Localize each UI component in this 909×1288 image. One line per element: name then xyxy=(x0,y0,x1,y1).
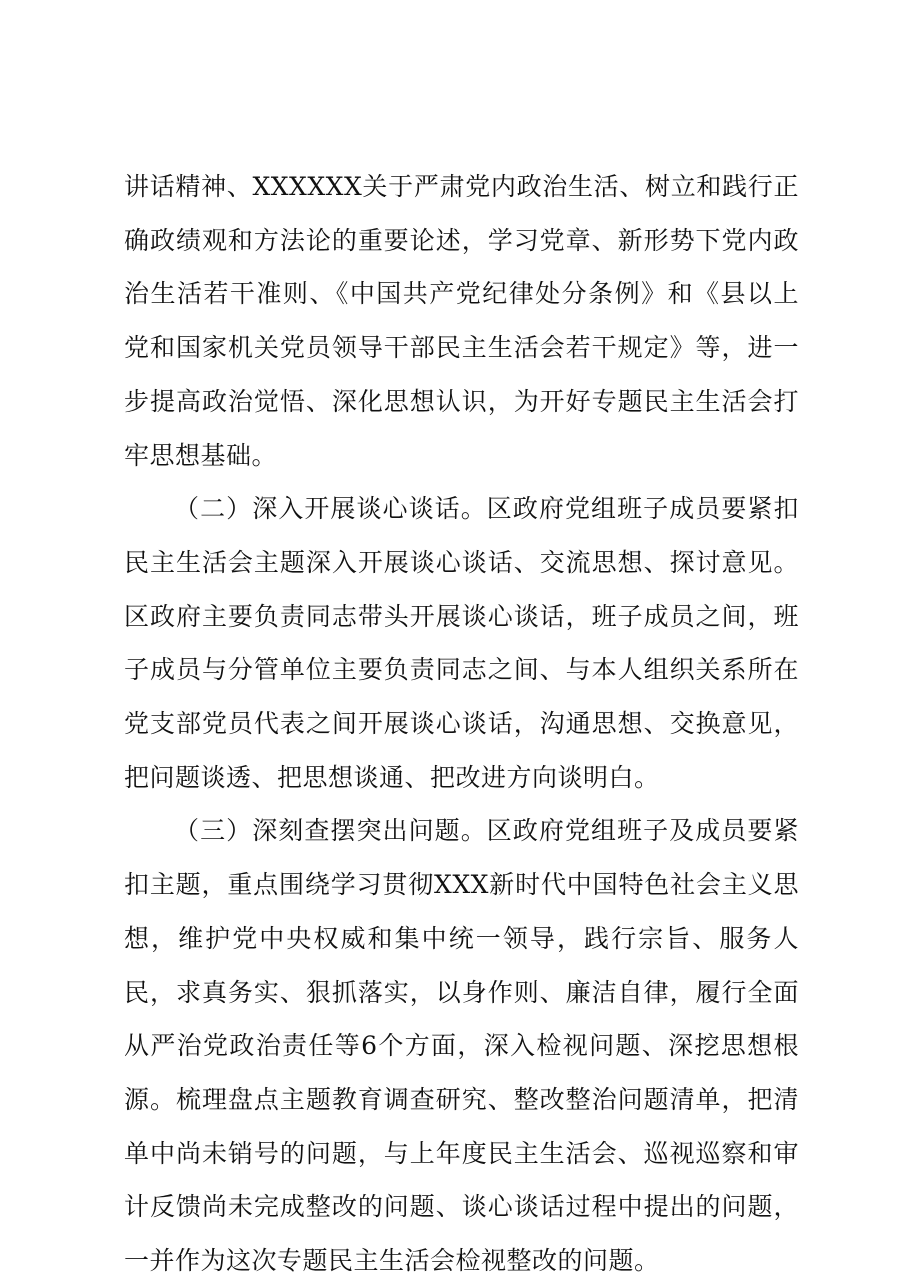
paragraph-text: 讲话精神、XXXXXX关于严肃党内政治生活、树立和践行正确政绩观和方法论的重要论述，学习党章、新形势下党内政治生活若干准则、《中国共产党纪律处分条例》和《县以上党和国家机关党员领导干部民主生活会若干规定》等，进一步提高政治觉悟、深化思想认识，为开好专题民主生活会打牢思想基础。 xyxy=(124,172,799,470)
paragraph-problems xyxy=(124,804,799,1287)
section-heading: （二）深入开展谈心谈话。 xyxy=(174,494,487,524)
paragraph-talks xyxy=(124,482,799,804)
document-body xyxy=(124,160,799,1288)
section-heading: （三）深刻查摆突出问题。 xyxy=(174,816,487,846)
paragraph-text: 区政府党组班子及成员要紧扣主题，重点围绕学习贯彻XXX新时代中国特色社会主义思想，维护党中央权威和集中统一领导，践行宗旨、服务人民，求真务实、狠抓落实，以身作则、廉洁自律，履行全面从严治党政治责任等6个方面，深入检视问题、深挖思想根源。梳理盘点主题教育调查研究、整改整治问题清单，把清单中尚未销号的问题，与上年度民主生活会、巡视巡察和审计反馈尚未完成整改的问题、谈心谈话过程中提出的问题，一并作为这次专题民主生活会检视整改的问题。 xyxy=(124,816,799,1276)
paragraph-text: 区政府党组班子成员要紧扣民主生活会主题深入开展谈心谈话、交流思想、探讨意见。区政府主要负责同志带头开展谈心谈话，班子成员之间，班子成员与分管单位主要负责同志之间、与本人组织关系所在党支部党员代表之间开展谈心谈话，沟通思想、交换意见，把问题谈透、把思想谈通、把改进方向谈明白。 xyxy=(124,494,799,792)
paragraph-continuation xyxy=(124,160,799,482)
